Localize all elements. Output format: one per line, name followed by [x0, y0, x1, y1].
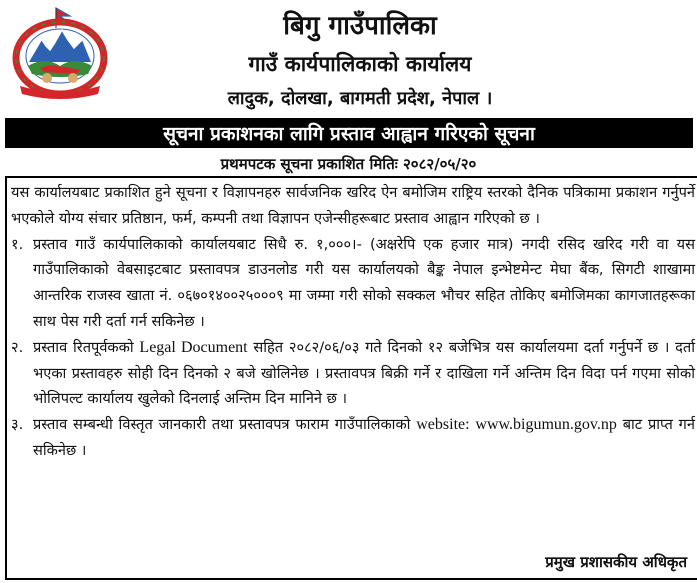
item-text-after: सहित २०८२/०६/०३ गते दिनको १२ बजेभित्र यस कार्यालयमा दर्ता गर्नुपर्ने छ । दर्ता भएका प्रस्तावहरु सोही दिन दिनको २ बजे खोलिनेछ । प्रस्तावपत्र बिक्री गर्ने र दाखिला गर्ने अन्तिम दिन विदा पर्न गएमा सोको भोलिपल्ट कार्यालय खुलेको दिनलाई अन्तिम दिन मानिने छ ।: [33, 338, 696, 408]
signature-title: प्रमुख प्रशासकीय अधिकृत: [539, 550, 687, 576]
nepal-emblem-icon: [10, 6, 110, 102]
item-text: [33, 412, 695, 464]
website-link[interactable]: www.bigumun.gov.np: [475, 416, 617, 434]
office-name: बिगु गाउँपालिका: [283, 11, 437, 41]
item-text-before: प्रस्ताव रितपूर्वकको: [33, 338, 134, 356]
item-number: २.: [11, 338, 24, 356]
publication-date: प्रथमपटक सूचना प्रकाशित मितिः २०८२/०५/२०: [220, 155, 477, 173]
item-text: [33, 335, 695, 412]
item-number: ३.: [11, 416, 24, 434]
office-address: लादुक, दोलखा, बागमती प्रदेश, नेपाल ।: [227, 88, 493, 109]
item-text-before: प्रस्ताव सम्बन्धी विस्तृत जानकारी तथा प्रस्तावपत्र फाराम गाउँपालिकाको: [33, 416, 411, 434]
office-subtitle: गाउँ कार्यपालिकाको कार्यालय: [248, 52, 472, 76]
legal-document-term: Legal Document: [139, 338, 248, 356]
notice-title: सूचना प्रकाशनका लागि प्रस्ताव आह्वान गरिएको सूचना: [163, 123, 535, 145]
list-item: [11, 232, 695, 335]
list-item: [11, 412, 695, 464]
item-text: प्रस्ताव गाउँ कार्यपालिकाको कार्यालयबाट सिधै रु. १,०००।- (अक्षरेपि एक हजार मात्र) नगदी रसिद खरिद गरी वा यस गाउँपालिकाको वेबसाइटबाट प्रस्तावपत्र डाउनलोड गरी यस कार्यालयको बैङ्क नेपाल इन्भेष्टमेन्ट मेघा बैंक, सिगटी शाखामा आन्तरिक राजस्व खाता नं. ०६७०१४००२५०००९ मा जम्मा गरी सोको सक्कल भौचर सहित तोकिए बमोजिमका कागजातहरूका साथ पेस गरी दर्ता गर्न सकिनेछ ।: [33, 235, 695, 330]
notice-body: [5, 176, 697, 580]
notice-title-banner: [5, 118, 693, 148]
intro-paragraph: यस कार्यालयबाट प्रकाशित हुने सूचना र विज्ञापनहरु सार्वजनिक खरिद ऐन बमोजिम राष्ट्रिय स्तरको दैनिक पत्रिकामा प्रकाशन गर्नुपर्ने भएकोले योग्य संचार प्रतिष्ठान, फर्म, कम्पनी तथा विज्ञापन एजेन्सीहरूबाट प्रस्ताव आह्वान गरिएको छ ।: [11, 184, 695, 227]
item-number: १.: [11, 235, 24, 253]
website-label: website:: [416, 416, 470, 434]
item-text-after: बाट प्राप्त गर्न सकिनेछ ।: [33, 416, 695, 459]
list-item: [11, 335, 695, 412]
